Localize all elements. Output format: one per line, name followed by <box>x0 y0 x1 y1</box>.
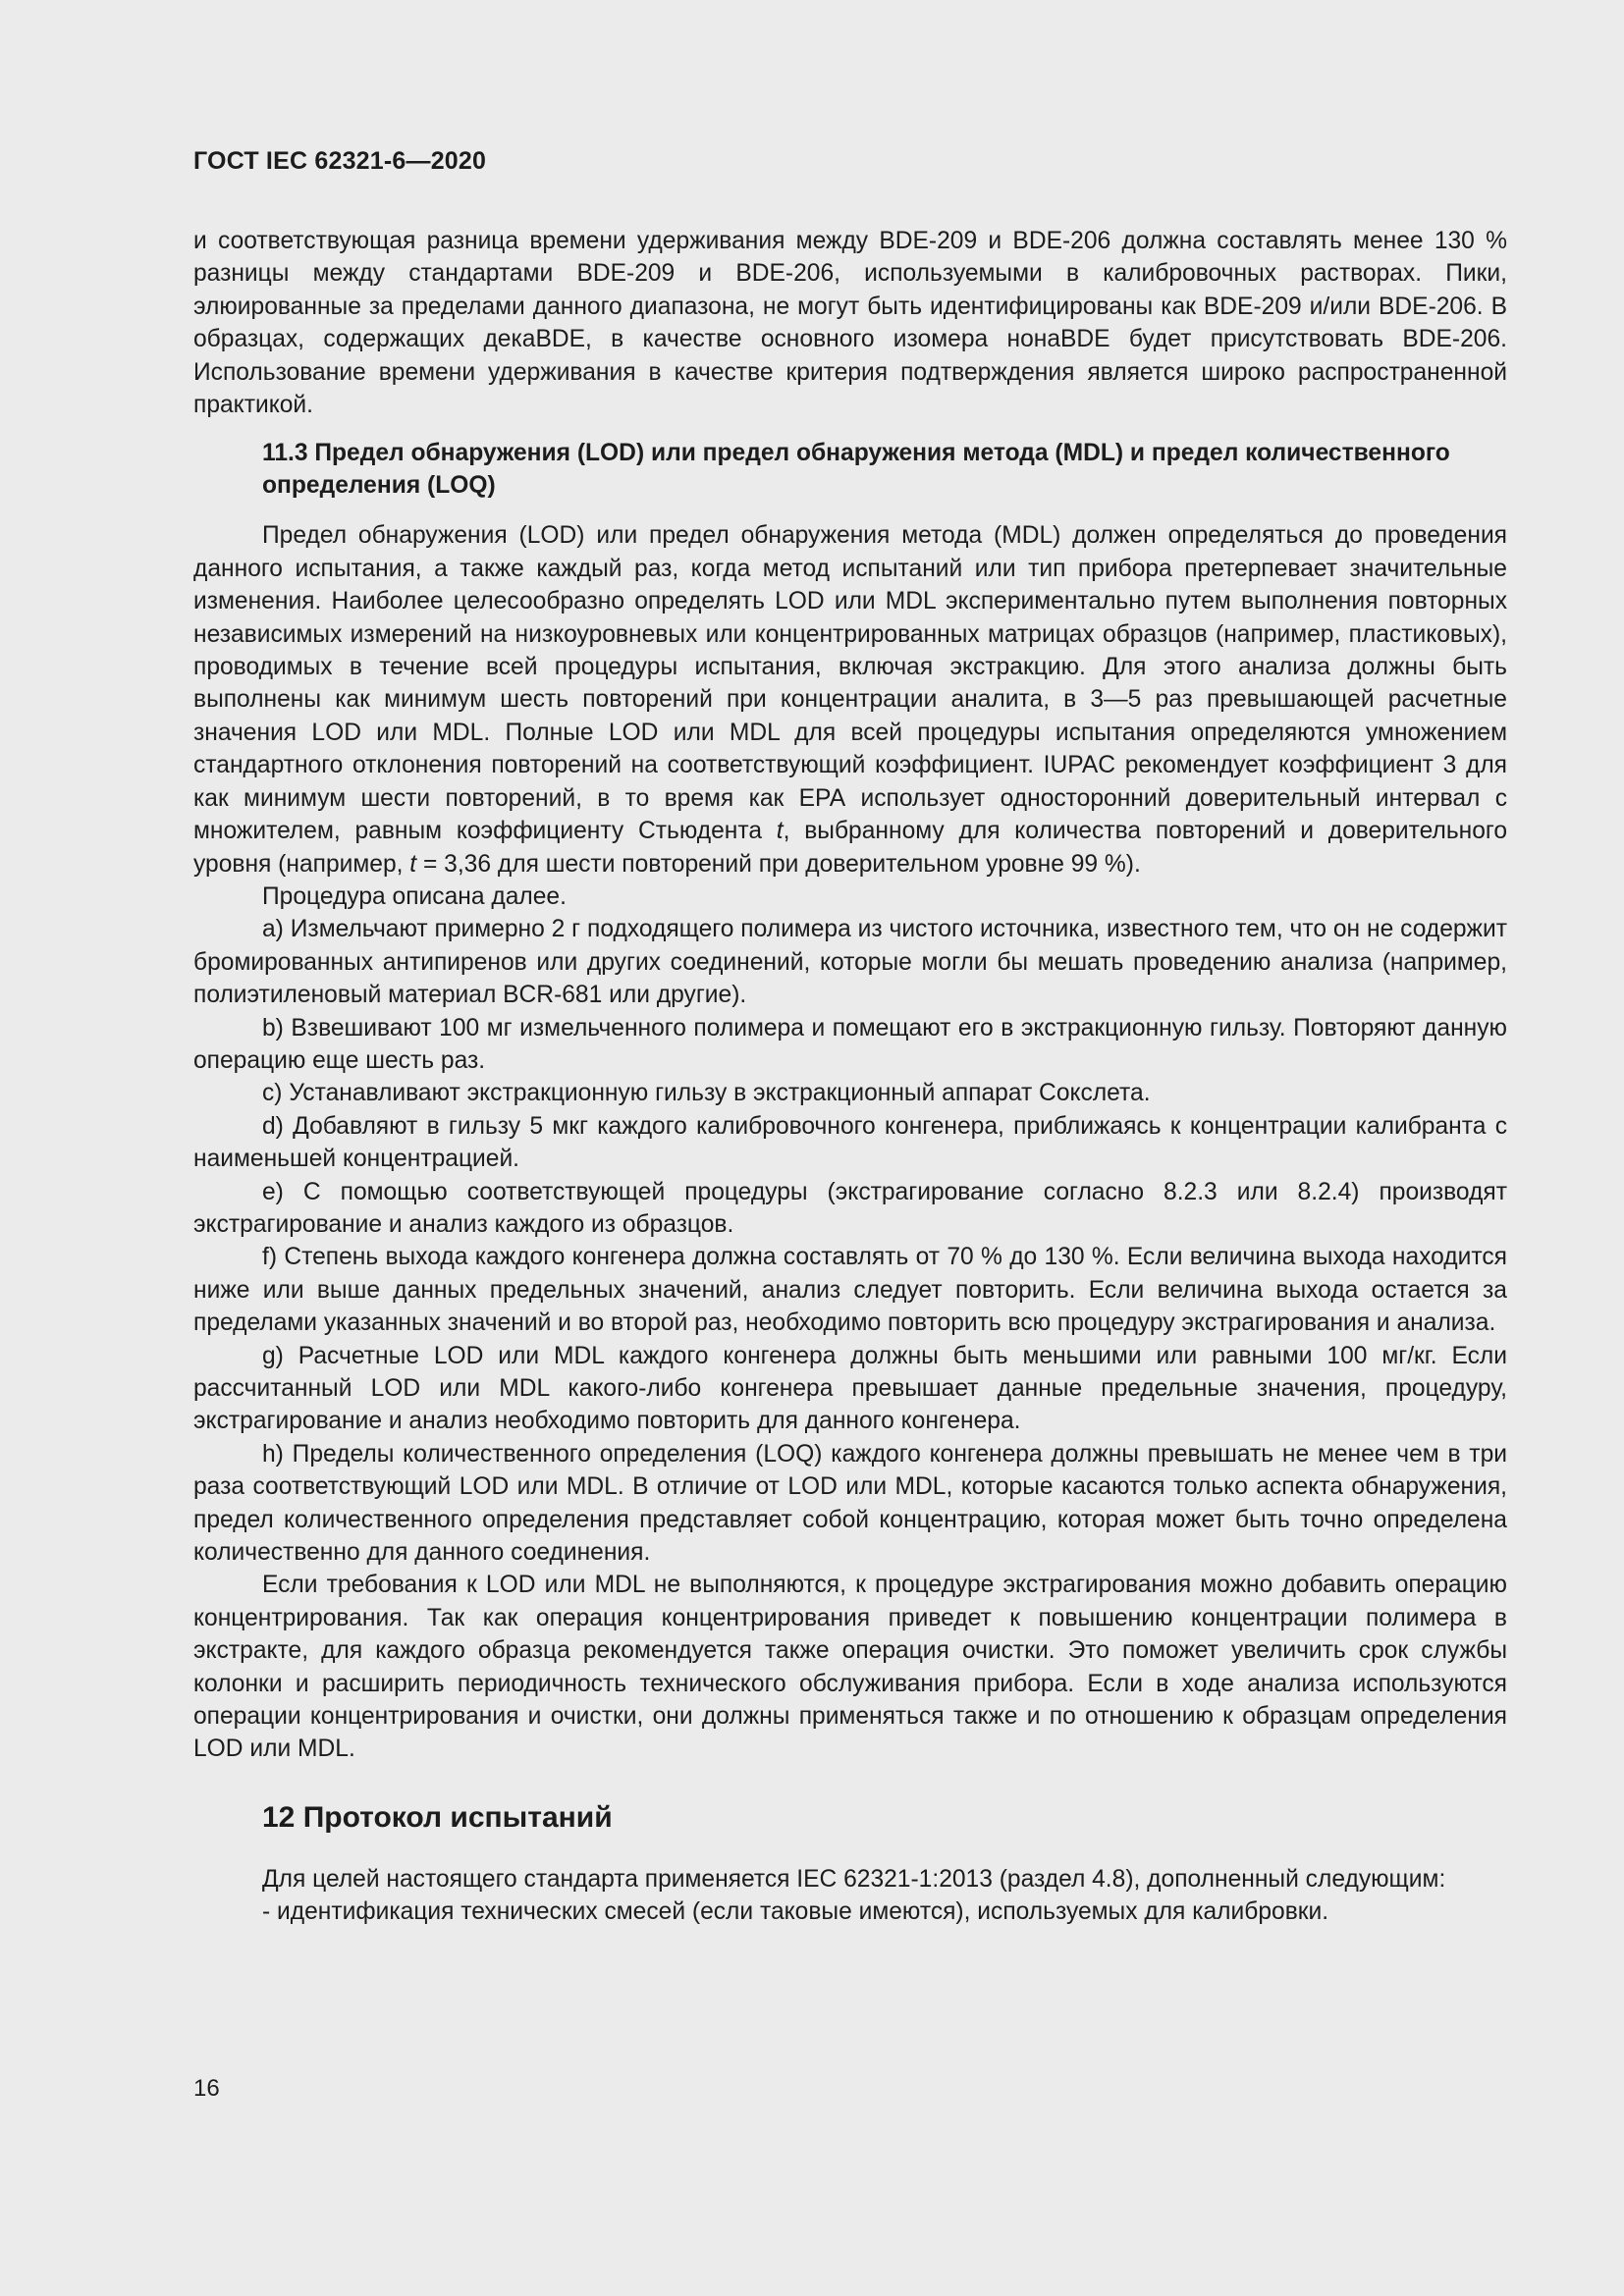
subsection-title: 11.3 Предел обнаружения (LOD) или предел обнаружения метода (MDL) и предел количественного определения (LOQ) <box>262 440 1450 500</box>
document-header: ГОСТ IEC 62321-6—2020 <box>193 147 487 175</box>
step-b: b) Взвешивают 100 мг измельченного полимера и помещают его в экстракционную гильзу. Повторяют данную операцию еще шесть раз. <box>193 1014 1507 1074</box>
procedure-intro: Процедура описана далее. <box>262 882 567 910</box>
student-variable-2: t <box>409 850 417 878</box>
page-number: 16 <box>193 2075 220 2102</box>
lod-text-part-2: , выбранному для количества повторений и доверительного уровня (например, <box>193 818 1508 878</box>
lod-text-part-3: = 3,36 для шести повторений при доверительном уровне 99 %). <box>416 850 1141 878</box>
step-h: h) Пределы количественного определения (LOQ) каждого конгенера должны превышать не менее чем в три раза соответствующий LOD или MDL. В отличие от LOD или MDL, которые касаются только аспекта обнаружения, предел количественного определения представляет собой концентрацию, которая может быть точно определена количественно для данного соединения. <box>193 1440 1507 1567</box>
document-body <box>193 225 1507 1929</box>
intro-paragraph: и соответствующая разница времени удерживания между BDE-209 и BDE-206 должна составлять менее 130 % разницы между стандартами BDE-209 и BDE-206, используемыми в калибровочных растворах. Пики, элюированные за пределами данного диапазона, не могут быть идентифицированы как BDE-209 и/или BDE-206. В образцах, содержащих декаBDE, в качестве основного изомера нонаBDE будет присутствовать BDE-206. Использование времени удерживания в качестве критерия подтверждения является широко распространенной практикой. <box>193 228 1507 419</box>
student-variable: t <box>776 818 784 845</box>
step-c: c) Устанавливают экстракционную гильзу в экстракционный аппарат Сокслета. <box>262 1080 1151 1107</box>
report-intro: Для целей настоящего стандарта применяется IEC 62321-1:2013 (раздел 4.8), дополненный следующим: <box>262 1865 1446 1893</box>
lod-text-part-1: Предел обнаружения (LOD) или предел обнаружения метода (MDL) должен определяться до проведения данного испытания, а также каждый раз, когда метод испытаний или тип прибора претерпевает значительные изменения. Наиболее целесообразно определять LOD или MDL экспериментально путем выполнения повторных независимых измерений на низкоуровневых или концентрированных матрицах образцов (например, пластиковых), проводимых в течение всей процедуры испытания, включая экстракцию. Для этого анализа должны быть выполнены как минимум шесть повторений при концентрации аналита, в 3—5 раз превышающей расчетные значения LOD или MDL. Полные LOD или MDL для всей процедуры испытания определяются умножением стандартного отклонения повторений на соответствующий коэффициент. IUPAC рекомендует коэффициент 3 для как минимум шести повторений, в то время как ЕРА использует односторонний доверительный интервал с множителем, равным коэффициенту Стьюдента <box>193 522 1507 845</box>
step-g: g) Расчетные LOD или MDL каждого конгенера должны быть меньшими или равными 100 мг/кг. Если рассчитанный LOD или MDL какого-либо конгенера превышает данные предельные значения, процедуру, экстрагирование и анализ необходимо повторить для данного конгенера. <box>193 1342 1507 1435</box>
concentration-note: Если требования к LOD или MDL не выполняются, к процедуре экстрагирования можно добавить операцию концентрирования. Так как операция концентрирования приведет к повышению концентрации полимера в экстракте, для каждого образца рекомендуется также операция очистки. Это поможет увеличить срок службы колонки и расширить периодичность технического обслуживания прибора. Если в ходе анализа используются операции концентрирования и очистки, они должны применяться также и по отношению к образцам определения LOD или MDL. <box>193 1572 1507 1763</box>
step-a: a) Измельчают примерно 2 г подходящего полимера из чистого источника, известного тем, что он не содержит бромированных антипиренов или других соединений, которые могли бы мешать проведению анализа (например, полиэтиленовый материал BCR-681 или другие). <box>193 916 1507 1009</box>
step-e: e) С помощью соответствующей процедуры (экстрагирование согласно 8.2.3 или 8.2.4) производят экстрагирование и анализ каждого из образцов. <box>193 1178 1507 1238</box>
section-title: 12 Протокол испытаний <box>262 1800 613 1834</box>
lod-paragraph <box>193 519 1507 880</box>
step-d: d) Добавляют в гильзу 5 мкг каждого калибровочного конгенера, приближаясь к концентрации калибранта с наименьшей концентрацией. <box>193 1112 1507 1173</box>
report-item: - идентификация технических смесей (если таковые имеются), используемых для калибровки. <box>262 1898 1329 1926</box>
step-f: f) Степень выхода каждого конгенера должна составлять от 70 % до 130 %. Если величина выхода находится ниже или выше данных предельных значений, анализ следует повторить. Если величина выхода остается за пределами указанных значений и во второй раз, необходимо повторить всю процедуру экстрагирования и анализа. <box>193 1244 1507 1337</box>
